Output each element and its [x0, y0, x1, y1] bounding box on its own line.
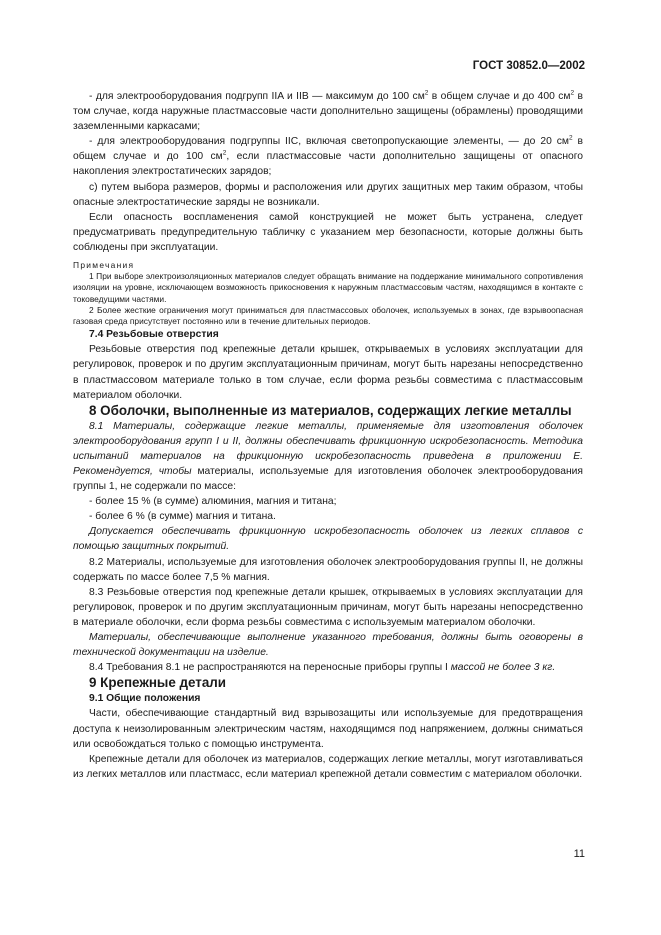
- note-2: 2 Более жесткие ограничения могут приниматься для пластмассовых оболочек, используемых в зонах, где взрывоопасная газовая среда присутствует постоянно или в течение длительных периодов.: [73, 304, 583, 327]
- paragraph-9-1-a: Части, обеспечивающие стандартный вид взрывозащиты или используемые для предотвращения доступа к неизолированным электрическим частям, находящимся под напряжением, должны сниматься или освобождаться только с помощью инструмента.: [73, 708, 583, 750]
- document-code: ГОСТ 30852.0—2002: [472, 60, 585, 72]
- subsection-7-4-title: 7.4 Резьбовые отверстия: [89, 329, 219, 341]
- subsection-9-1-title: 9.1 Общие положения: [89, 693, 201, 705]
- notes-block: [73, 260, 583, 327]
- list-item-aluminium: - более 15 % (в сумме) алюминия, магния и титана;: [89, 496, 337, 508]
- page-content: [73, 89, 583, 782]
- paragraph-c: с) путем выбора размеров, формы и расположения или других защитных мер таким образом, чтобы опасные электростатические заряды не возникали.: [73, 181, 583, 208]
- paragraph-warning-plate: Если опасность воспламенения самой конструкцией не может быть устранена, следует предусматривать предупредительную табличку с указанием мер безопасности, которые должны быть соблюдены при эксплуатации.: [73, 211, 583, 253]
- note-1: 1 При выборе электроизоляционных материалов следует обращать внимание на поддержание минимального сопротивления изоляции на уровне, исключающем возможность прикосновения к наружным пластмассовым частям, находящимся в контакте с токоведущими частями.: [73, 271, 583, 304]
- page-number: 11: [573, 848, 585, 860]
- paragraph-8-1: 8.1 Материалы, содержащие легкие металлы, применяемые для изготовления оболочек электрооборудования групп I и II, должны обеспечивать фрикционную искробезопасность. Методика испытаний материалов на фрикционную искробезопасность приведена в приложении Е. Рекомендуется, чтобы материалы, используемые для изготовления оболочек электрооборудования группы 1, не содержали по массе:: [73, 420, 584, 493]
- paragraph-8-3: 8.3 Резьбовые отверстия под крепежные детали крышек, открываемых в условиях эксплуатации для регулировок, проверок и по другим эксплуатационным причинам, могут быть нарезаны непосредственно в материале оболочки, если форма резьбы совместима с используемым материалом оболочки.: [73, 586, 583, 628]
- paragraph-8-2: 8.2 Материалы, используемые для изготовления оболочек электрооборудования группы II, не должны содержать по массе более 7,5 % магния.: [73, 556, 583, 583]
- notes-heading: Примечания: [73, 260, 135, 271]
- paragraph-9-1-b: Крепежные детали для оболочек из материалов, содержащих легкие металлы, могут изготавливаться из легких металлов или пластмасс, если материал крепежной детали совместим с материалом оболочки.: [73, 753, 583, 780]
- paragraph-8-4: 8.4 Требования 8.1 не распространяются на переносные приборы группы I массой не более 3 кг.: [89, 662, 556, 674]
- section-9-title: 9 Крепежные детали: [89, 675, 227, 691]
- paragraph-8-1-allowance: Допускается обеспечивать фрикционную искробезопасность оболочек из легких сплавов с помощью защитных покрытий.: [73, 526, 583, 553]
- paragraph-8-3-materials: Материалы, обеспечивающие выполнение указанного требования, должны быть оговорены в технической документации на изделие.: [73, 632, 583, 659]
- paragraph-7-4: Резьбовые отверстия под крепежные детали крышек, открываемых в условиях эксплуатации для регулировок, проверок и по другим эксплуатационным причинам, могут быть нарезаны непосредственно в пластмассовом материале только в том случае, если форма резьбы совместима с пластмассовым материалом оболочки.: [73, 344, 583, 401]
- list-item-magnesium: - более 6 % (в сумме) магния и титана.: [89, 511, 276, 523]
- section-8-title: 8 Оболочки, выполненные из материалов, содержащих легкие металлы: [89, 402, 572, 418]
- paragraph-iic: - для электрооборудования подгруппы IIC, включая светопропускающие элементы, — до 20 $см^2$ в общем случае и до 100 $см^2$, если пластмассовые части дополнительно защищены от опасного накопления электростатических зарядов;: [73, 134, 583, 178]
- paragraph-iia-iib: - для электрооборудования подгрупп IIA и IIB — максимум до 100 $см^2$ в общем случае и до 400 $см^2$ в том случае, когда наружные пластмассовые части дополнительно защищены (обрамлены) проводящими заземленными каркасами;: [73, 89, 583, 133]
